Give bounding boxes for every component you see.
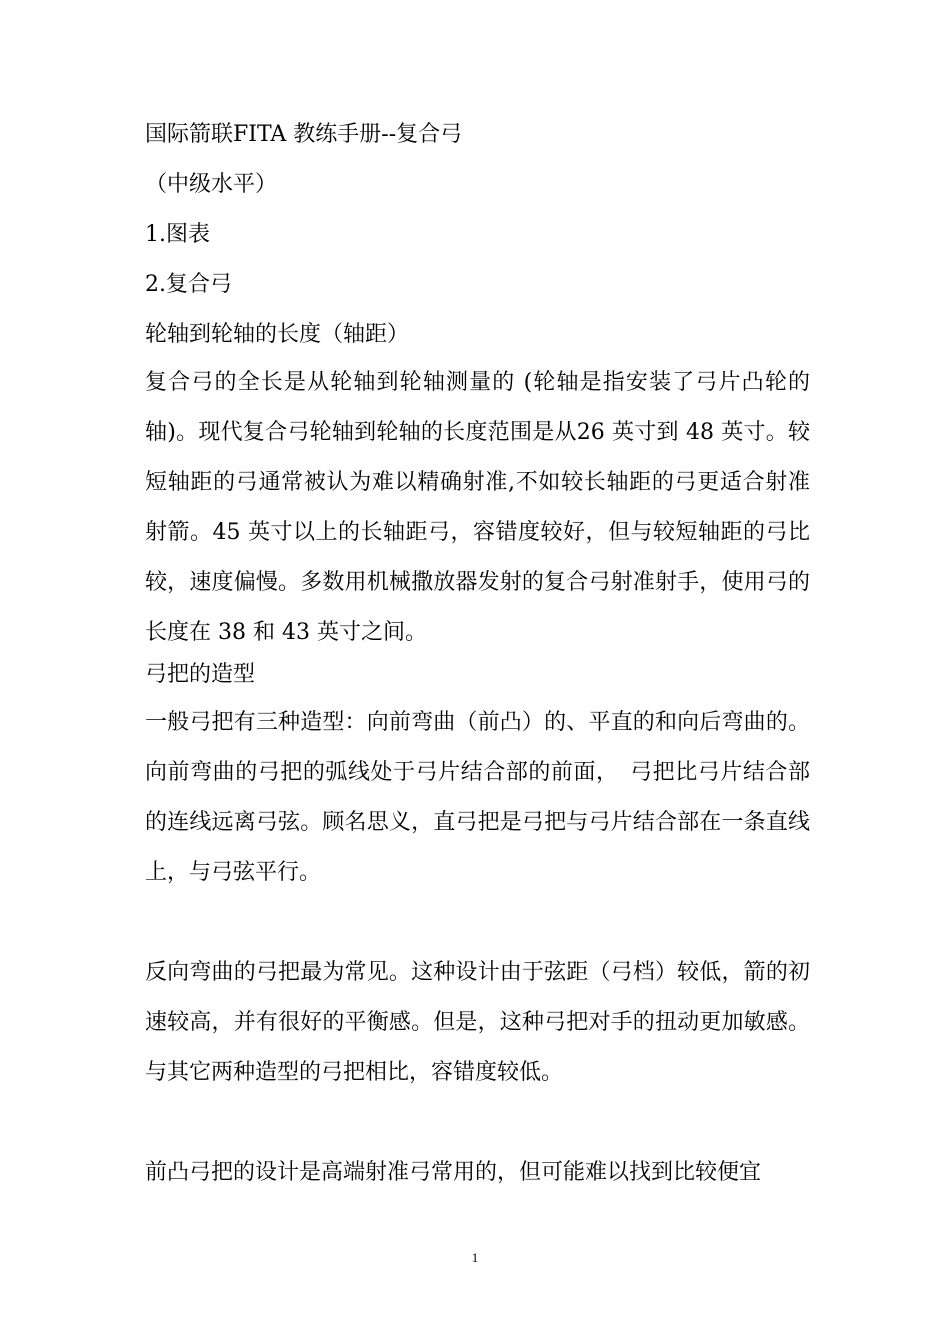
document-body [145, 116, 810, 1198]
heading-axle-to-axle: 轮轴到轮轴的长度（轴距） [145, 322, 410, 347]
paragraph-spacer [145, 1098, 810, 1148]
page-number: 1 [471, 1250, 479, 1265]
paragraph-spacer [145, 898, 810, 948]
paragraph-deflex-riser: 前凸弓把的设计是高端射准弓常用的，但可能难以找到比较便宜 [145, 1160, 762, 1185]
document-title: 国际箭联FITA 教练手册--复合弓 [145, 122, 463, 147]
paragraph-axle-to-axle: 复合弓的全长是从轮轴到轮轴测量的 (轮轴是指安装了弓片凸轮的轴)。现代复合弓轮轴到轮轴的长度范围是从26 英寸到 48 英寸。较短轴距的弓通常被认为难以精确射准,不如较长轴距的弓更适合射准射箭。45 英寸以上的长轴距弓，容错度较好，但与较短轴距的弓比较，速度偏慢。多数用机械撒放器发射的复合弓射准射手，使用弓的长度在 38 和 43 英寸之间。 [145, 370, 810, 645]
document-subtitle: （中级水平） [145, 172, 278, 197]
heading-figures: 1.图表 [145, 222, 210, 247]
paragraph-reflex-riser: 反向弯曲的弓把最为常见。这种设计由于弦距（弓档）较低，箭的初速较高，并有很好的平衡感。但是，这种弓把对手的扭动更加敏感。与其它两种造型的弓把相比，容错度较低。 [145, 960, 810, 1085]
heading-compound-bow: 2.复合弓 [145, 272, 232, 297]
paragraph-riser-types: 一般弓把有三种造型：向前弯曲（前凸）的、平直的和向后弯曲的。向前弯曲的弓把的弧线处于弓片结合部的前面， 弓把比弓片结合部的连线远离弓弦。顾名思义，直弓把是弓把与弓片结合部在一条直线上，与弓弦平行。 [145, 710, 810, 885]
heading-riser-shape: 弓把的造型 [145, 662, 256, 687]
